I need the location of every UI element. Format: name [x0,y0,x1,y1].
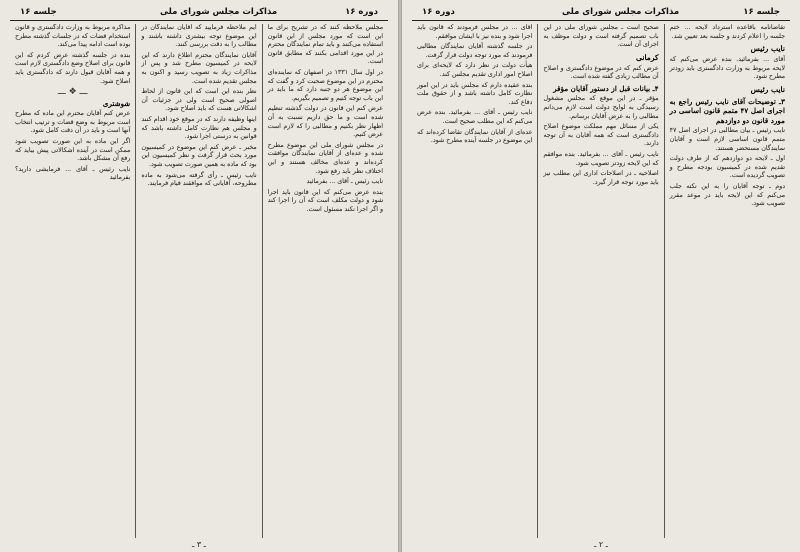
paragraph: نظر بنده این است که این قانون از لحاظ اصولی صحیح است ولی در جزئیات آن اشکالاتی هست که باید اصلاح شود. [141,88,257,113]
right-page-column-3 [412,24,538,538]
paragraph: عده‌ای از آقایان نمایندگان تقاضا کرده‌اند که این موضوع در جلسه آینده مطرح شود. [417,128,533,145]
paragraph: در مجلس شورای ملی این موضوع مطرح شده و عده‌ای از آقایان نمایندگان موافقت کرده‌اند و عده‌ای مخالف هستند و این اختلاف نظر باید رفع شود. [267,141,383,175]
right-page-column-2 [538,24,664,538]
right-page-header [412,6,790,21]
section-heading: ۳ـ توضیحات آقای نایب رئیس راجع به اجرای اصل ۴۷ متمم قانون اساسی در مورد قانون دو دوازدهم [669,96,786,125]
paragraph: عرض کنم که در موضوع دادگستری و اصلاح آن مطالب زیادی گفته شده است. [543,64,659,81]
section-heading: شوشتری [102,98,131,108]
paragraph: مخبر ـ عرض کنم این موضوع در کمیسیون مورد بحث قرار گرفت و نظر کمیسیون این بود که ماده به همین صورت تصویب شود. [141,143,257,168]
paragraph: نایب رئیس ـ آقای ... بفرمائید [306,178,383,186]
left-header-title: مذاکرات مجلس شورای ملی [160,7,278,17]
paragraph: بنده در جلسه گذشته عرض کردم که این قانون برای اصلاح وضع دادگستری لازم است و همه آقایان قبول دارند که دادگستری باید اصلاح شود. [15,51,131,85]
paragraph: اینها وظیفه دارند که در موقع خود اقدام کنند و مجلس هم نظارت کامل داشته باشد که قوانین به درستی اجرا شود. [141,115,257,141]
paragraph: هیأت دولت در نظر دارد که لایحه‌ای برای اصلاح امور اداری تقدیم مجلس کند. [417,62,533,78]
paragraph: نایب رئیس ـ آقای ... بفرمائید. بنده موافقم که این لایحه زودتر تصویب شود. [543,151,659,167]
left-page-number: ـ ۳ ـ [191,540,207,549]
left-page-column-3 [10,24,136,538]
right-page-columns [412,24,790,538]
paragraph: مجلس ملاحظه کنند که در تشریح برای ما این است که مورد مجلس از این قانون استفاده می‌کنند و باید تمام نمایندگان محترم در این مورد اقدامی بکنند که مطابق قانون است. [267,24,383,66]
paragraph: دوم ـ توجه آقایان را به این نکته جلب می‌کنم که این لایحه باید در موعد مقرر تصویب شود. [669,183,785,208]
paragraph: عرض کنم این قانون در دولت گذشته تنظیم شده است و ما حق داریم نسبت به آن اظهار نظر بکنیم و مطالبی را که لازم است عرض کنیم. [267,105,383,139]
paragraph: اگر این ماده به این صورت تصویب شود ممکن است در آینده اشکالاتی پیش بیاید که رفع آن مشکل باشد. [15,138,131,163]
left-header-session: جلسه ۱۶ [20,7,57,17]
paragraph: مذاکره مربوط به وزارت دادگستری و قانون استخدام قضات که در جلسات گذشته مطرح بوده است ادامه پیدا می‌کند. [15,24,131,49]
left-page [0,0,398,552]
paragraph: نایب رئیس ـ بیان مطالبی در اجرای اصل ۴۷ متمم قانون اساسی لازم است و آقایان نمایندگان مستحضر هستند. [669,127,785,152]
paragraph: مؤقر ـ در این موقع که مجلس مشغول رسیدگی به لوایح دولت است لازم می‌دانم مطالبی را به عرض آقایان برسانم. [543,95,659,120]
right-page-number: ـ ۲ ـ [593,540,609,549]
paragraph: بنده عرض می‌کنم که این قانون باید اجرا شود و دولت مکلف است که آن را اجرا کند و اگر اجرا نکند مسئول است. [267,188,383,213]
section-heading: ۴ـ بیانات قبل از دستور آقایان مؤقر [553,83,659,93]
paragraph: نایب رئیس ـ آقای ... فرمایشی دارید؟ بفرمائید [15,165,131,182]
left-page-column-1 [263,24,388,538]
left-page-header [10,6,388,21]
paragraph: تقاضانامه باقاعده استرداد لایحه ... ختم جلسه را اعلام کردند و جلسه بعد تعیین شد. [669,24,785,40]
left-page-column-2 [136,24,262,538]
right-header-session: جلسه ۱۶ [743,7,780,17]
paragraph: عرض کنم آقایان محترم این ماده که مطرح است مربوط به وضع قضات و ترتیب انتخاب آنها است و باید در آن دقت کامل شود. [15,110,131,135]
left-header-period: دوره ۱۶ [345,7,378,17]
right-header-period: دوره ۱۶ [422,7,455,17]
paragraph: آقای ... در مجلس فرمودند که قانون باید اجرا شود و بنده نیز با ایشان موافقم. [417,24,533,40]
speaker-heading: نایب رئیس [750,44,785,54]
paragraph: یکی از مسائل مهم مملکت موضوع اصلاح دادگستری است که همه آقایان به آن توجه دارند. [543,123,659,148]
paragraph: اصلاحیه ـ در اصلاحات اداری این مطلب نیز باید مورد توجه قرار گیرد. [543,170,659,186]
speaker-heading: نایب رئیس [750,84,785,94]
right-header-title: مذاکرات مجلس شورای ملی [562,7,680,17]
paragraph: نایب رئیس ـ آقای ... بفرمائید. بنده عرض می‌کنم که این مطلب صحیح است. [417,109,533,125]
paragraph: در جلسه گذشته آقایان نمایندگان مطالبی فرمودند که مورد توجه دولت قرار گرفت. [417,43,533,59]
right-page [402,0,800,552]
paragraph: آقایان نمایندگان محترم اطلاع دارند که این لایحه در کمیسیون مطرح شد و پس از مذاکرات زیاد به تصویب رسید و اکنون به مجلس تقدیم شده است. [141,51,257,85]
paragraph: بنده عقیده دارم که مجلس باید در این امور نظارت کامل داشته باشد و از حقوق ملت دفاع کند. [417,81,533,106]
paragraph: صحیح است ـ مجلس شورای ملی در این باب تصمیم گرفته است و دولت موظف به اجرای آن است. [543,24,659,49]
paragraph: در اول سال ۱۳۳۱ در اصفهان که نماینده‌ای محترم در این موضوع صحبت کرد و گفت که این موضوع هر دو جنبه دارد که ما باید در این باب توجه کنیم و تصمیم بگیریم. [267,68,383,102]
paragraph: نایب رئیس ـ رأی گرفته می‌شود به ماده مطروحه، آقایانی که موافقند قیام فرمایند. [141,171,257,188]
paragraph: اول ـ لایحه دو دوازدهم که از طرف دولت تقدیم شده در کمیسیون بودجه مطرح و تصویب گردیده است. [669,155,785,180]
ornament-divider: ـــ ❖ ـــ [57,87,88,98]
speaker-heading: کرمانی [636,52,659,62]
paragraph: آقای ... بفرمائید. بنده عرض می‌کنم که لایحه مربوط به وزارت دادگستری باید زودتر مطرح شود. [669,56,785,81]
right-page-column-1 [665,24,790,538]
left-page-columns [10,24,388,538]
paragraph: ایم ملاحظه فرمایید که آقایان نمایندگان در این موضوع توجه بیشتری داشته باشند و مطالب را به دقت بررسی کنند. [141,24,257,49]
